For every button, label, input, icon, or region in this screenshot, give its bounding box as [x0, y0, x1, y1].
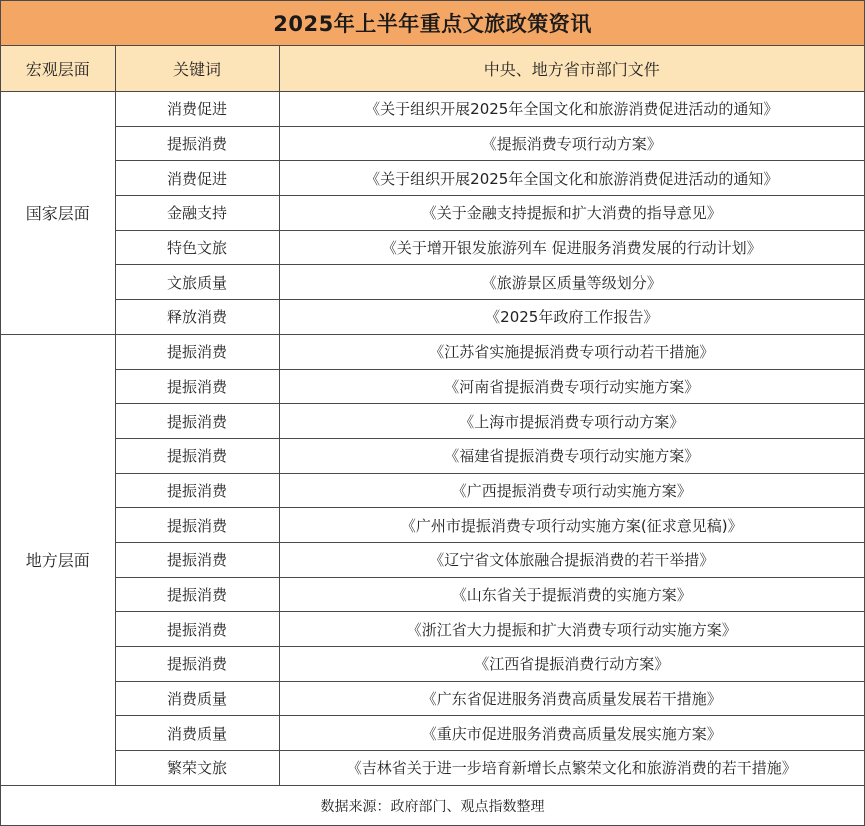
table-row [1, 300, 864, 335]
table-row [1, 508, 864, 543]
page-title: 2025年上半年重点文旅政策资讯 [1, 1, 864, 46]
table-row [1, 542, 864, 577]
document-cell: 《重庆市促进服务消费高质量发展实施方案》 [279, 716, 864, 751]
document-cell: 《浙江省大力提振和扩大消费专项行动实施方案》 [279, 612, 864, 647]
document-cell: 《2025年政府工作报告》 [279, 300, 864, 335]
document-cell: 《广东省促进服务消费高质量发展若干措施》 [279, 681, 864, 716]
document-cell: 《山东省关于提振消费的实施方案》 [279, 577, 864, 612]
table-body [1, 92, 864, 786]
document-cell: 《吉林省关于进一步培育新增长点繁荣文化和旅游消费的若干措施》 [279, 751, 864, 786]
keyword-cell: 提振消费 [115, 647, 279, 682]
table-row [1, 681, 864, 716]
document-cell: 《河南省提振消费专项行动实施方案》 [279, 369, 864, 404]
keyword-cell: 繁荣文旅 [115, 751, 279, 786]
document-cell: 《上海市提振消费专项行动方案》 [279, 404, 864, 439]
keyword-cell: 提振消费 [115, 612, 279, 647]
keyword-cell: 提振消费 [115, 126, 279, 161]
table-row [1, 265, 864, 300]
table-row [1, 473, 864, 508]
keyword-cell: 提振消费 [115, 438, 279, 473]
keyword-cell: 提振消费 [115, 577, 279, 612]
keyword-cell: 提振消费 [115, 473, 279, 508]
table-row [1, 369, 864, 404]
table-row [1, 716, 864, 751]
keyword-cell: 提振消费 [115, 404, 279, 439]
level-cell: 国家层面 [1, 92, 115, 335]
keyword-cell: 提振消费 [115, 334, 279, 369]
keyword-cell: 提振消费 [115, 508, 279, 543]
table-row [1, 92, 864, 127]
keyword-cell: 文旅质量 [115, 265, 279, 300]
keyword-cell: 消费促进 [115, 92, 279, 127]
table-row [1, 577, 864, 612]
keyword-cell: 提振消费 [115, 369, 279, 404]
table-row [1, 230, 864, 265]
document-cell: 《辽宁省文体旅融合提振消费的若干举措》 [279, 542, 864, 577]
document-cell: 《江西省提振消费行动方案》 [279, 647, 864, 682]
level-cell: 地方层面 [1, 334, 115, 785]
table-row [1, 647, 864, 682]
document-cell: 《广西提振消费专项行动实施方案》 [279, 473, 864, 508]
document-cell: 《关于增开银发旅游列车 促进服务消费发展的行动计划》 [279, 230, 864, 265]
table-row [1, 196, 864, 231]
document-cell: 《福建省提振消费专项行动实施方案》 [279, 438, 864, 473]
table-row [1, 751, 864, 786]
keyword-cell: 消费质量 [115, 681, 279, 716]
table-row [1, 334, 864, 369]
document-cell: 《提振消费专项行动方案》 [279, 126, 864, 161]
keyword-cell: 消费促进 [115, 161, 279, 196]
keyword-cell: 特色文旅 [115, 230, 279, 265]
source-note: 数据来源：政府部门、观点指数整理 [320, 799, 545, 815]
document-cell: 《关于组织开展2025年全国文化和旅游消费促进活动的通知》 [279, 161, 864, 196]
document-cell: 《旅游景区质量等级划分》 [279, 265, 864, 300]
header-row [1, 46, 864, 92]
table-row [1, 438, 864, 473]
document-cell: 《广州市提振消费专项行动实施方案(征求意见稿)》 [279, 508, 864, 543]
keyword-cell: 释放消费 [115, 300, 279, 335]
document-cell: 《关于组织开展2025年全国文化和旅游消费促进活动的通知》 [279, 92, 864, 127]
header-level: 宏观层面 [1, 46, 115, 92]
table-row [1, 161, 864, 196]
header-keyword: 关键词 [115, 46, 279, 92]
table-row [1, 404, 864, 439]
table-row [1, 612, 864, 647]
keyword-cell: 消费质量 [115, 716, 279, 751]
keyword-cell: 金融支持 [115, 196, 279, 231]
keyword-cell: 提振消费 [115, 542, 279, 577]
header-document: 中央、地方省市部门文件 [279, 46, 864, 92]
table-row [1, 126, 864, 161]
policy-table [1, 46, 864, 786]
document-cell: 《关于金融支持提振和扩大消费的指导意见》 [279, 196, 864, 231]
document-cell: 《江苏省实施提振消费专项行动若干措施》 [279, 334, 864, 369]
